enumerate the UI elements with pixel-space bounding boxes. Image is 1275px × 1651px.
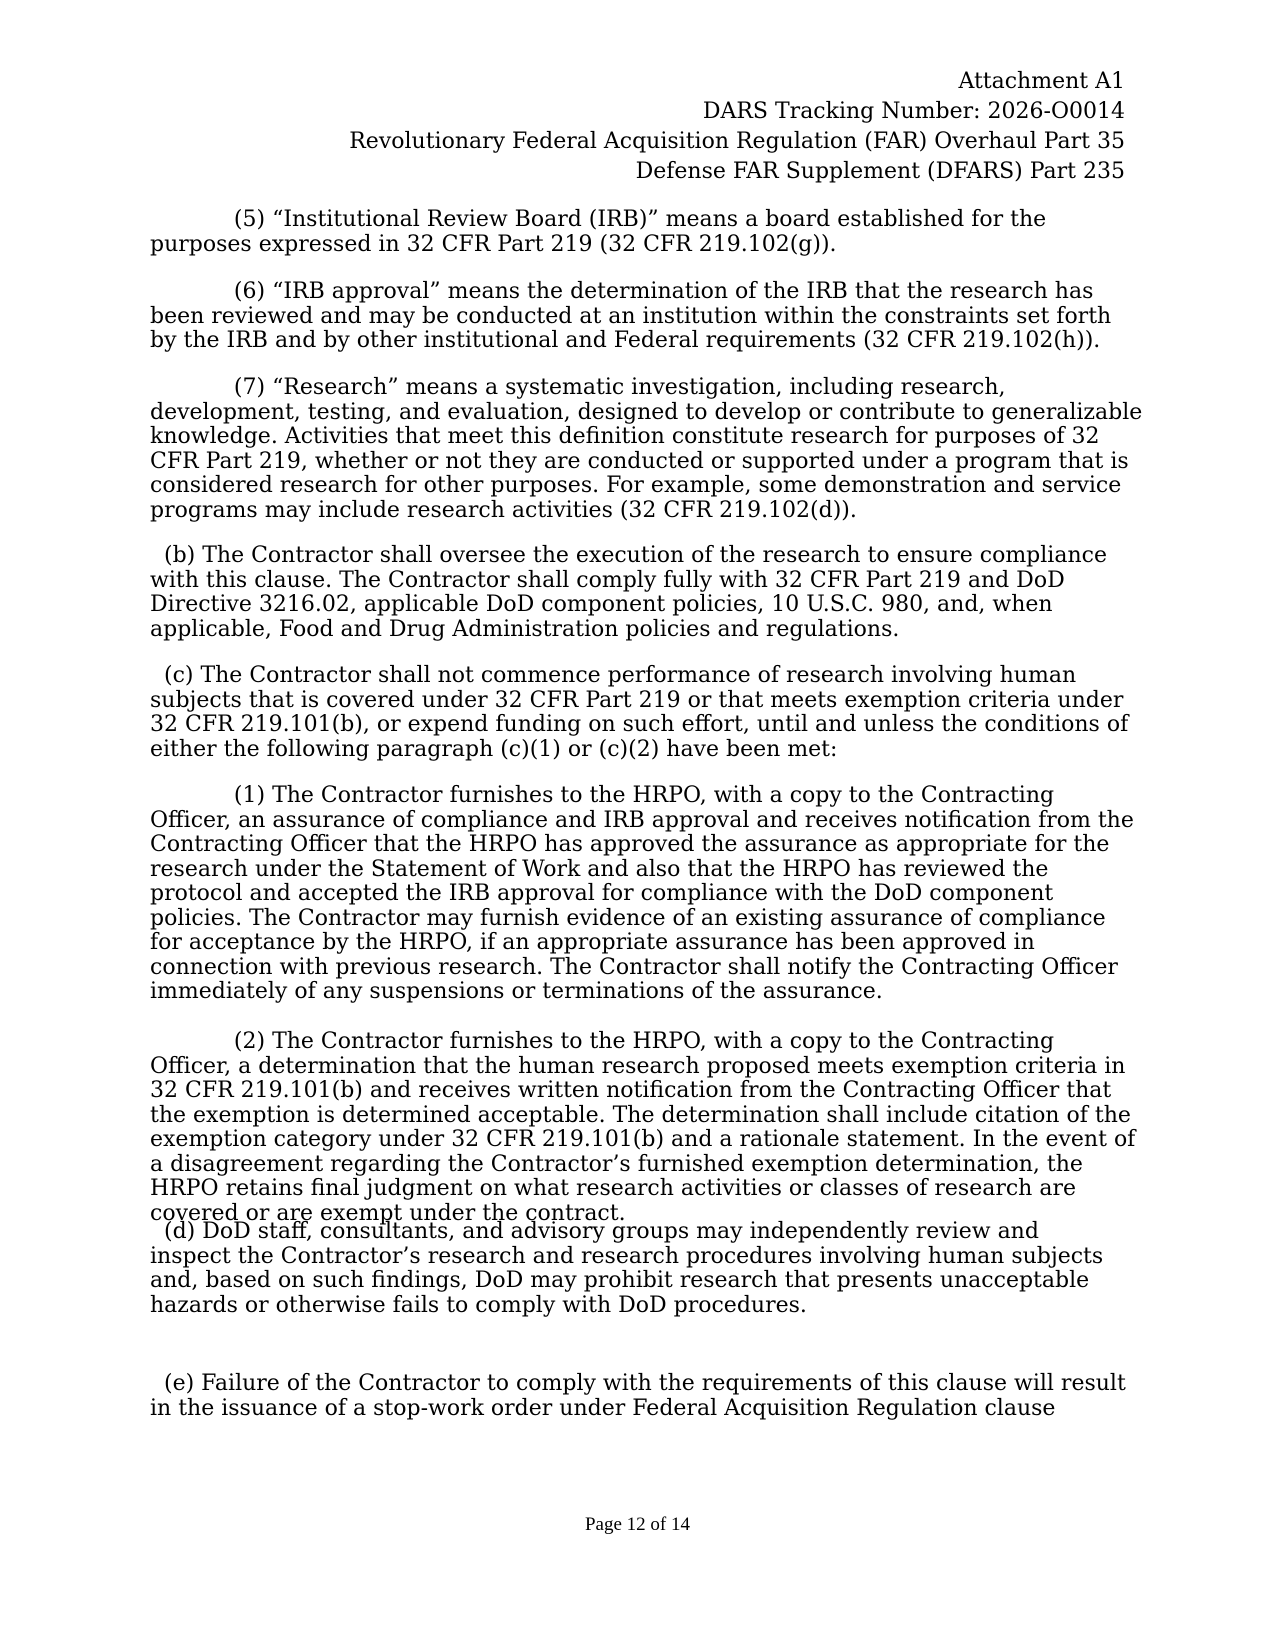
- text-line: the exemption is determined acceptable. The determination shall include citation of the: [150, 1102, 1131, 1128]
- text-line: (d) DoD staff, consultants, and advisory groups may independently review and: [150, 1219, 1039, 1244]
- text-line: considered research for other purposes. For example, some demonstration and service: [150, 473, 1122, 498]
- page-header: [349, 67, 1125, 187]
- text-line: (5) “Institutional Review Board (IRB)” means a board established for the: [150, 207, 1047, 232]
- text-line: (6) “IRB approval” means the determination of the IRB that the research has: [150, 279, 1094, 304]
- paragraph-c2: [150, 1030, 1150, 1226]
- text-line: subjects that is covered under 32 CFR Part 219 or that meets exemption criteria under: [150, 687, 1124, 713]
- text-line: Contracting Officer that the HRPO has approved the assurance as appropriate for the: [150, 832, 1110, 857]
- text-line: purposes expressed in 32 CFR Part 219 (32 CFR 219.102(g)).: [150, 231, 837, 257]
- text-line: research under the Statement of Work and also that the HRPO has reviewed the: [150, 856, 1049, 882]
- text-line: Officer, a determination that the human research proposed meets exemption criteria in: [150, 1053, 1126, 1079]
- text-line: (1) The Contractor furnishes to the HRPO, with a copy to the Contracting: [150, 783, 1055, 808]
- text-line: 32 CFR 219.101(b), or expend funding on such effort, until and unless the conditions of: [150, 712, 1129, 737]
- text-line: in the issuance of a stop-work order under Federal Acquisition Regulation clause: [150, 1395, 1056, 1421]
- header-line: Attachment A1: [958, 69, 1125, 94]
- paragraph-c: [150, 664, 1150, 762]
- text-line: HRPO retains final judgment on what research activities or classes of research are: [150, 1176, 1076, 1201]
- paragraph-d: [150, 1220, 1150, 1318]
- text-line: protocol and accepted the IRB approval for compliance with the DoD component: [150, 881, 1054, 906]
- header-line: DARS Tracking Number: 2026-O0014: [702, 99, 1125, 124]
- text-line: knowledge. Activities that meet this definition constitute research for purposes of 32: [150, 424, 1100, 449]
- text-line: for acceptance by the HRPO, if an appropriate assurance has been approved in: [150, 930, 1035, 955]
- text-line: inspect the Contractor’s research and research procedures involving human subjects: [150, 1243, 1104, 1269]
- text-line: (c) The Contractor shall not commence performance of research involving human: [150, 663, 1077, 688]
- text-line: with this clause. The Contractor shall comply fully with 32 CFR Part 219 and DoD: [150, 567, 1065, 593]
- text-line: and, based on such findings, DoD may prohibit research that presents unacceptable: [150, 1268, 1090, 1293]
- text-line: CFR Part 219, whether or not they are conducted or supported under a program that is: [150, 448, 1129, 474]
- text-line: by the IRB and by other institutional and Federal requirements (32 CFR 219.102(h)).: [150, 328, 1101, 353]
- text-line: (2) The Contractor furnishes to the HRPO, with a copy to the Contracting: [150, 1029, 1055, 1054]
- header-line: Revolutionary Federal Acquisition Regulation (FAR) Overhaul Part 35: [349, 129, 1125, 154]
- text-line: policies. The Contractor may furnish evidence of an existing assurance of compliance: [150, 905, 1106, 931]
- text-line: connection with previous research. The Contractor shall notify the Contracting Officer: [150, 954, 1118, 980]
- paragraph-a7: [150, 376, 1150, 523]
- text-line: immediately of any suspensions or terminations of the assurance.: [150, 979, 883, 1004]
- text-line: exemption category under 32 CFR 219.101(b) and a rationale statement. In the event of: [150, 1127, 1136, 1152]
- text-line: covered or are exempt under the contract.: [150, 1200, 626, 1226]
- text-line: (b) The Contractor shall oversee the execution of the research to ensure compliance: [150, 543, 1107, 568]
- header-line: Defense FAR Supplement (DFARS) Part 235: [635, 159, 1125, 184]
- text-line: 32 CFR 219.101(b) and receives written notification from the Contracting Officer that: [150, 1078, 1112, 1103]
- text-line: Directive 3216.02, applicable DoD component policies, 10 U.S.C. 980, and, when: [150, 592, 1053, 617]
- text-line: applicable, Food and Drug Administration policies and regulations.: [150, 616, 900, 642]
- paragraph-a6: [150, 280, 1150, 354]
- page-number: Page 12 of 14: [584, 1514, 690, 1535]
- paragraph-b: [150, 544, 1150, 642]
- text-line: hazards or otherwise fails to comply with DoD procedures.: [150, 1292, 807, 1318]
- text-line: (e) Failure of the Contractor to comply with the requirements of this clause will result: [150, 1371, 1126, 1396]
- text-line: (7) “Research” means a systematic investigation, including research,: [150, 375, 1006, 400]
- paragraph-a5: [150, 208, 1150, 257]
- text-line: a disagreement regarding the Contractor’s furnished exemption determination, the: [150, 1151, 1083, 1177]
- paragraph-c1: [150, 784, 1150, 1005]
- paragraph-e: [150, 1372, 1150, 1421]
- text-line: programs may include research activities (32 CFR 219.102(d)).: [150, 497, 857, 523]
- text-line: development, testing, and evaluation, designed to develop or contribute to generalizable: [150, 399, 1143, 425]
- text-line: either the following paragraph (c)(1) or (c)(2) have been met:: [150, 736, 838, 762]
- text-line: been reviewed and may be conducted at an institution within the constraints set forth: [150, 303, 1112, 329]
- text-line: Officer, an assurance of compliance and IRB approval and receives notification from the: [150, 807, 1134, 833]
